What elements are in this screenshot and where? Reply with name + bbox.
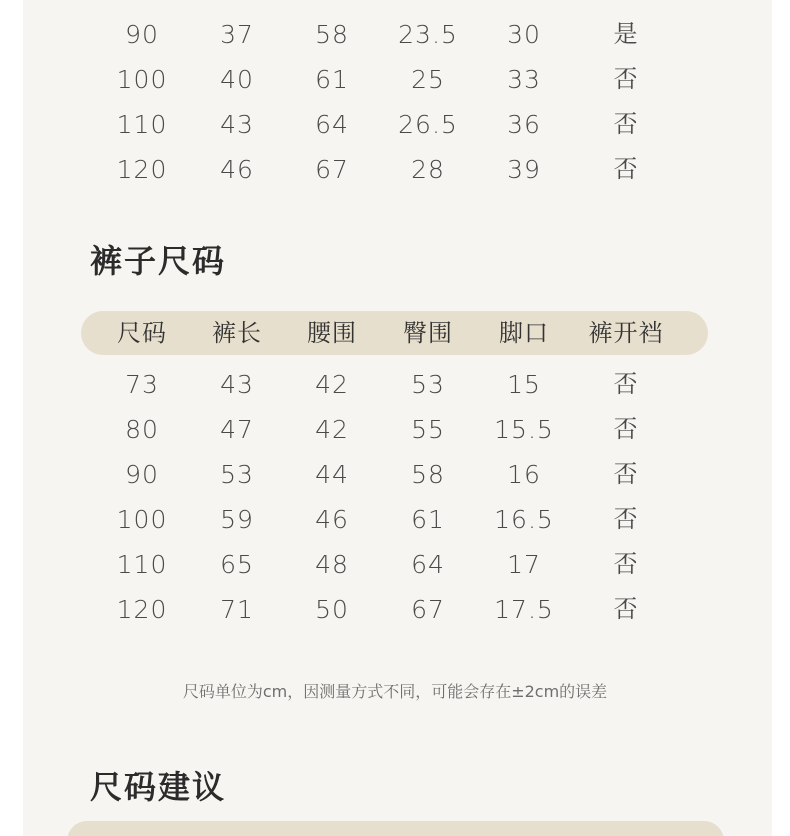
table-cell: 42: [315, 415, 349, 444]
header-cell: 裤开裆: [588, 319, 664, 347]
table-row: [0, 587, 790, 632]
table-cell: 23.5: [398, 20, 458, 49]
table-cell: 否: [613, 370, 639, 398]
table-cell: 100: [116, 65, 168, 94]
table-cell: 否: [613, 65, 639, 93]
table-cell: 39: [507, 155, 541, 184]
table-cell: 67: [315, 155, 349, 184]
table-row: [0, 147, 790, 192]
table-cell: 43: [220, 110, 254, 139]
table-row: [0, 542, 790, 587]
table-cell: 53: [220, 460, 254, 489]
table-cell: 90: [125, 460, 159, 489]
table-cell: 59: [220, 505, 254, 534]
table-cell: 26.5: [398, 110, 458, 139]
table-cell: 36: [507, 110, 541, 139]
table-cell: 100: [116, 505, 168, 534]
table-cell: 否: [613, 595, 639, 623]
table-cell: 44: [315, 460, 349, 489]
table-cell: 71: [220, 595, 254, 624]
table-row: [0, 407, 790, 452]
table-row: [0, 362, 790, 407]
table-cell: 120: [116, 155, 168, 184]
advice-table-header: [67, 821, 724, 836]
table-row: [0, 452, 790, 497]
table-cell: 15: [507, 370, 541, 399]
table-cell: 64: [315, 110, 349, 139]
table-cell: 37: [220, 20, 254, 49]
table-row: [0, 12, 790, 57]
table-cell: 61: [411, 505, 445, 534]
table-cell: 是: [613, 20, 639, 48]
table-cell: 73: [125, 370, 159, 399]
table-cell: 43: [220, 370, 254, 399]
table-cell: 28: [411, 155, 445, 184]
table-cell: 否: [613, 505, 639, 533]
table-row: [0, 497, 790, 542]
table-cell: 15.5: [494, 415, 554, 444]
table-cell: 50: [315, 595, 349, 624]
table-cell: 25: [411, 65, 445, 94]
table-cell: 17.5: [494, 595, 554, 624]
table-cell: 46: [315, 505, 349, 534]
measurement-note: 尺码单位为cm，因测量方式不同，可能会存在±2cm的误差: [182, 682, 608, 701]
table-cell: 80: [125, 415, 159, 444]
table-cell: 否: [613, 460, 639, 488]
table-cell: 16: [507, 460, 541, 489]
table-row: [0, 57, 790, 102]
table-cell: 否: [613, 155, 639, 183]
table-cell: 42: [315, 370, 349, 399]
table-cell: 否: [613, 110, 639, 138]
table-cell: 33: [507, 65, 541, 94]
header-cell: 脚口: [499, 319, 549, 347]
table-cell: 46: [220, 155, 254, 184]
header-cell: 尺码: [117, 319, 167, 347]
table-cell: 否: [613, 415, 639, 443]
header-cell: 裤长: [212, 319, 262, 347]
table-cell: 110: [116, 550, 168, 579]
table-cell: 120: [116, 595, 168, 624]
table-cell: 40: [220, 65, 254, 94]
table-cell: 否: [613, 550, 639, 578]
table-cell: 16.5: [494, 505, 554, 534]
table-header: [81, 311, 708, 355]
table-cell: 64: [411, 550, 445, 579]
pants-size-title: 裤子尺码: [90, 242, 227, 280]
table-cell: 90: [125, 20, 159, 49]
table-cell: 53: [411, 370, 445, 399]
table-cell: 47: [220, 415, 254, 444]
table-cell: 55: [411, 415, 445, 444]
table-cell: 48: [315, 550, 349, 579]
table-cell: 30: [507, 20, 541, 49]
header-cell: 腰围: [307, 319, 357, 347]
table-cell: 67: [411, 595, 445, 624]
table-cell: 58: [315, 20, 349, 49]
table-row: [0, 102, 790, 147]
header-cell: 臀围: [403, 319, 453, 347]
table-cell: 58: [411, 460, 445, 489]
partial-cell: [571, 0, 681, 6]
table-cell: 110: [116, 110, 168, 139]
table-cell: 17: [507, 550, 541, 579]
table-cell: 61: [315, 65, 349, 94]
table-cell: 65: [220, 550, 254, 579]
size-advice-title: 尺码建议: [90, 768, 227, 806]
